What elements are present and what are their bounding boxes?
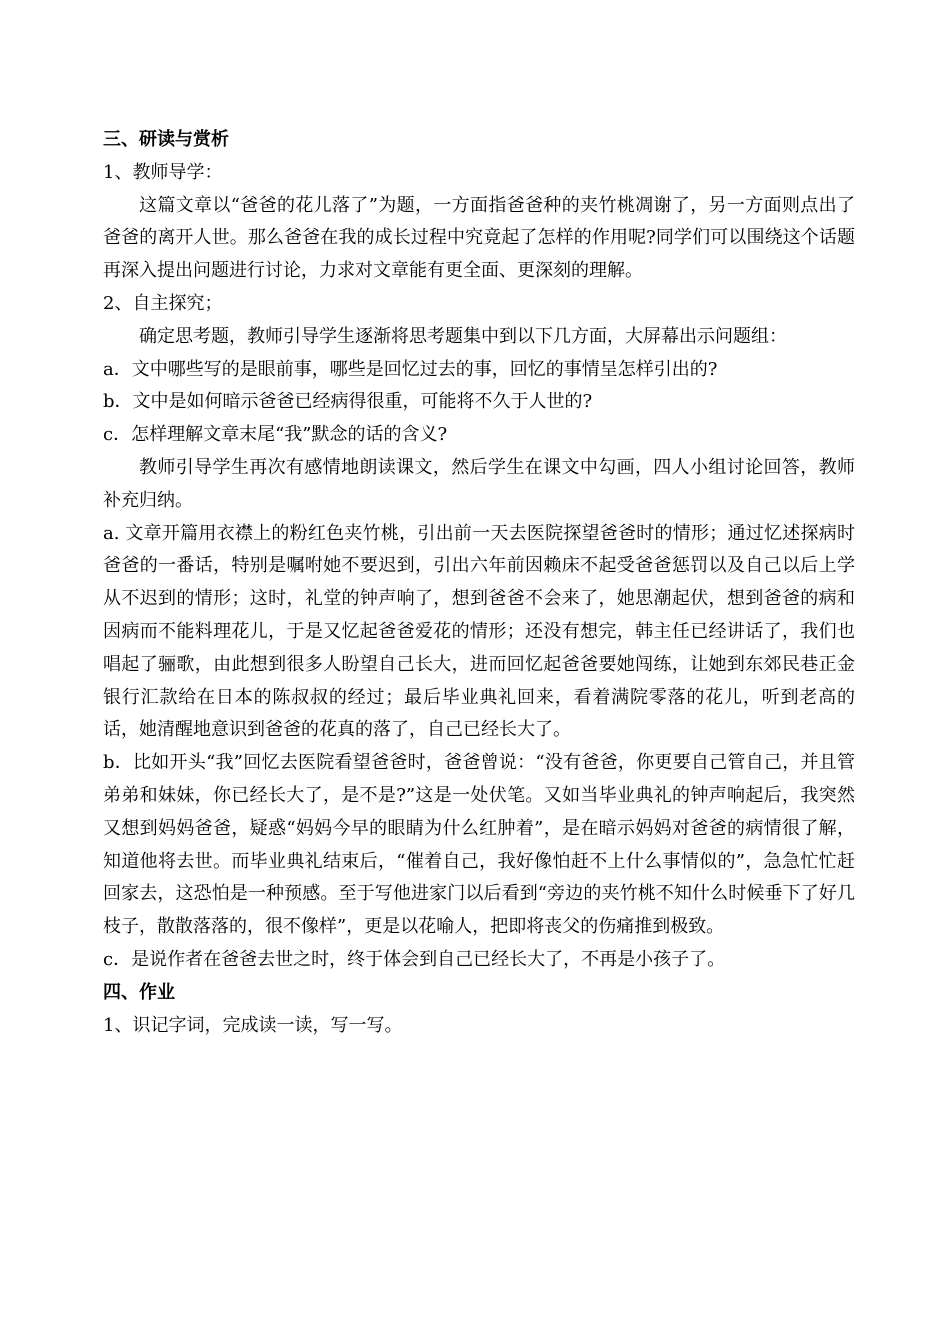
section-heading-homework: 四、作业 [103, 981, 175, 1003]
answer-c: c．是说作者在爸爸去世之时，终于体会到自己已经长大了，不再是小孩子了。 [103, 948, 726, 970]
question-b: b．文中是如何暗示爸爸已经病得很重，可能将不久于人世的? [103, 391, 593, 413]
subheading-self-inquiry: 2、自主探究； [103, 292, 223, 314]
question-a: a．文中哪些写的是眼前事，哪些是回忆过去的事，回忆的事情呈怎样引出的? [103, 358, 718, 380]
section-heading-reading-appreciation: 三、研读与赏析 [103, 129, 229, 150]
homework-item-1: 1、识记字词，完成读一读，写一写。 [103, 1014, 403, 1036]
answer-b: b．比如开头“我”回忆去医院看望爸爸时，爸爸曾说：“没有爸爸，你更要自己管自己，并且管弟弟和妹妹，你已经长大了，是不是?”这是一处伏笔。又如当毕业典礼的钟声响起后，我突然又想到妈妈爸爸，疑惑“妈妈今早的眼睛为什么红肿着”，是在暗示妈妈对爸爸的病情很了解，知道他将去世。而毕业典礼结束后，“催着自己，我好像怕赶不上什么事情似的”，急急忙忙赶回家去，这恐怕是一种预感。至于写他进家门以后看到“旁边的夹竹桃不知什么时候垂下了好几枝子，散散落落的，很不像样”，更是以花喻人，把即将丧父的伤痛推到极致。 [103, 752, 855, 938]
paragraph-teacher-guide: 这篇文章以“爸爸的花儿落了”为题，一方面指爸爸种的夹竹桃凋谢了，另一方面则点出了爸爸的离开人世。那么爸爸在我的成长过程中究竟起了怎样的作用呢?同学们可以围绕这个话题再深入提出问题进行讨论，力求对文章能有更全面、更深刻的理解。 [103, 194, 855, 282]
answer-a: a. 文章开篇用衣襟上的粉红色夹竹桃，引出前一天去医院探望爸爸时的情形；通过忆述探病时爸爸的一番话，特别是嘱咐她不要迟到，引出六年前因赖床不起受爸爸惩罚以及自己以后上学从不迟到的情形；这时，礼堂的钟声响了，想到爸爸不会来了，她思潮起伏，想到爸爸的病和因病而不能料理花儿，于是又忆起爸爸爱花的情形；还没有想完，韩主任已经讲话了，我们也唱起了骊歌，由此想到很多人盼望自己长大，进而回忆起爸爸要她闯练，让她到东郊民巷正金银行汇款给在日本的陈叔叔的经过；最后毕业典礼回来，看着满院零落的花儿，听到老高的话，她清醒地意识到爸爸的花真的落了，自己已经长大了。 [103, 522, 855, 741]
question-c: c．怎样理解文章末尾“我”默念的话的含义? [103, 424, 448, 446]
paragraph-discussion: 教师引导学生再次有感情地朗读课文，然后学生在课文中勾画，四人小组讨论回答，教师补充归纳。 [103, 456, 855, 511]
document-page [103, 124, 855, 1042]
subheading-teacher-guide: 1、教师导学： [103, 161, 223, 183]
paragraph-question-intro: 确定思考题，教师引导学生逐渐将思考题集中到以下几方面，大屏幕出示问题组： [139, 325, 787, 347]
